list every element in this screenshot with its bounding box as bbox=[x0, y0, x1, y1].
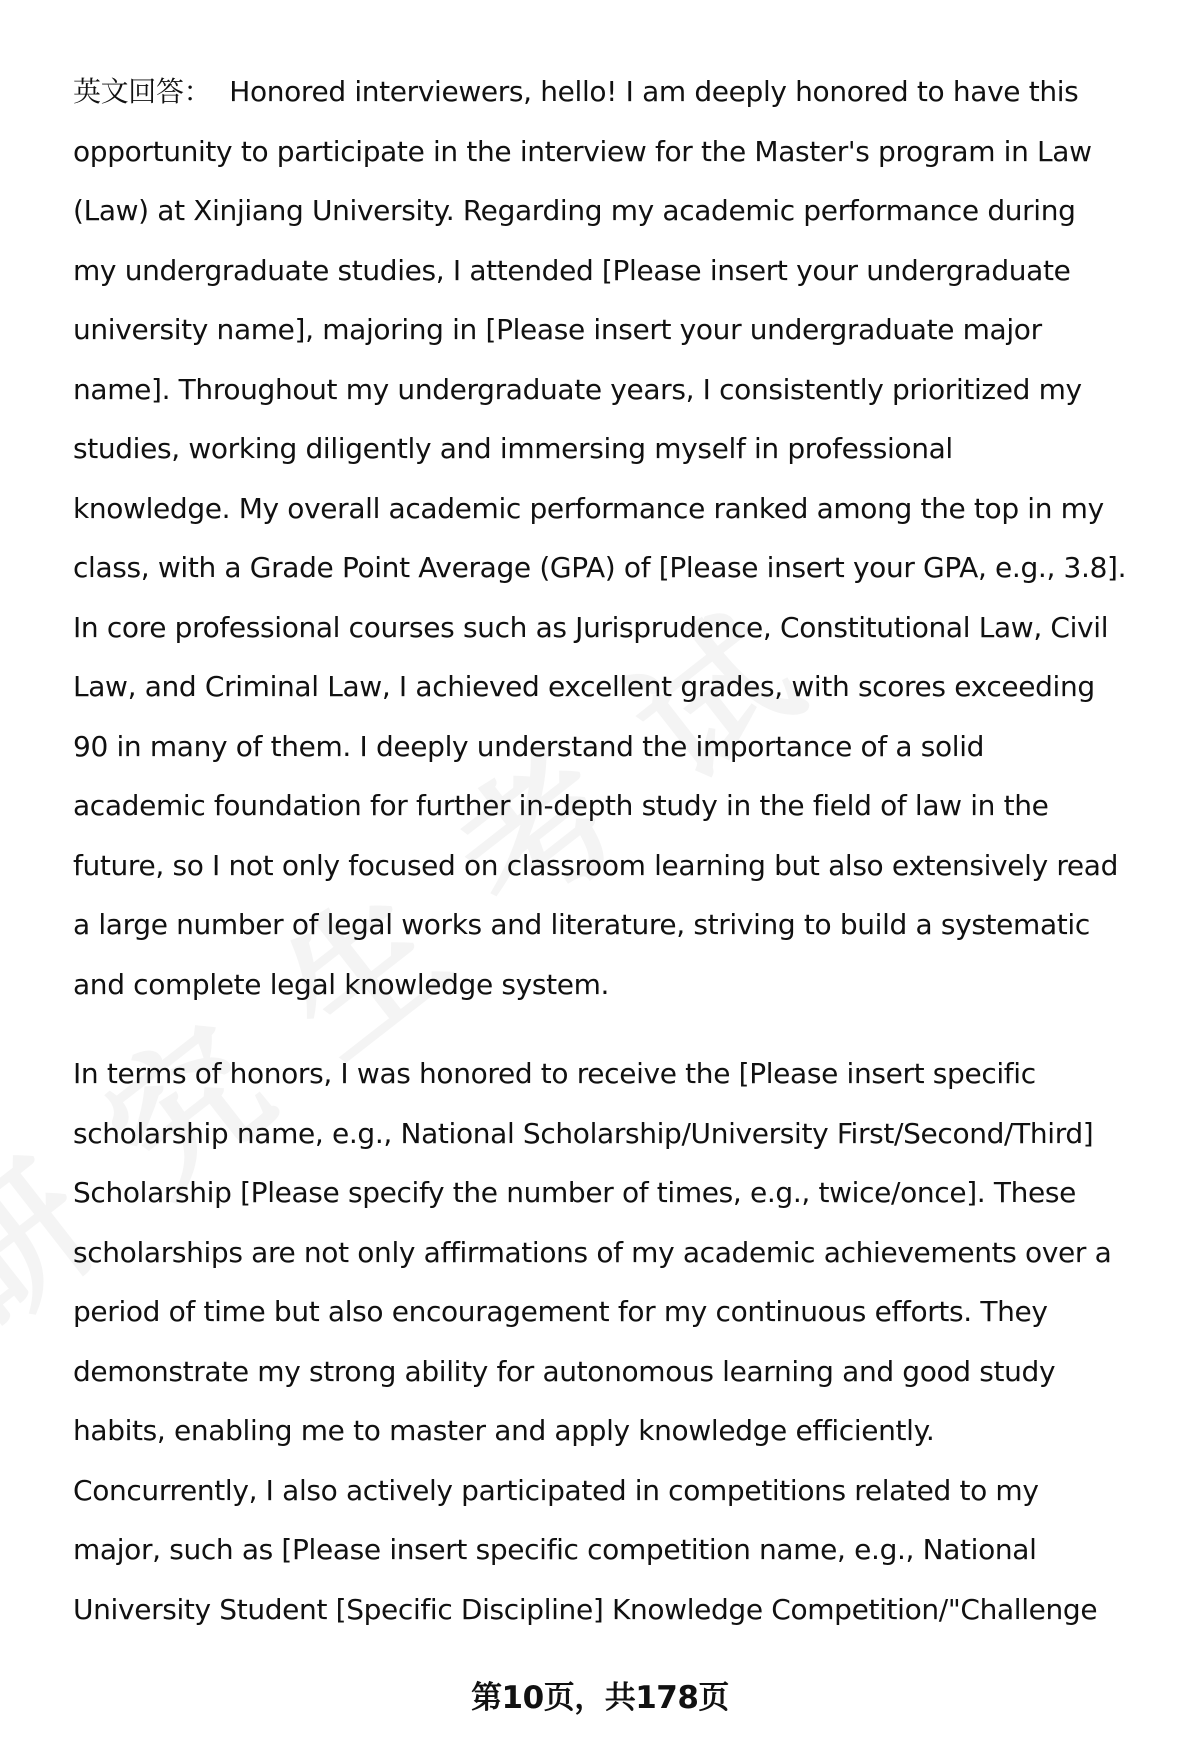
text-line: university name], majoring in [Please insert your undergraduate major bbox=[73, 313, 1042, 346]
text-line: knowledge. My overall academic performance ranked among the top in my bbox=[73, 491, 1104, 525]
text-line: habits, enabling me to master and apply knowledge efficiently. bbox=[73, 1414, 935, 1447]
text-line: and complete legal knowledge system. bbox=[73, 967, 610, 1001]
text-line: In core professional courses such as Jurisprudence, Constitutional Law, Civil bbox=[73, 610, 1109, 644]
text-line: opportunity to participate in the interview for the Master's program in Law bbox=[73, 134, 1092, 168]
text-line: major, such as [Please insert specific competition name, e.g., National bbox=[73, 1533, 1037, 1566]
text-line: academic foundation for further in-depth study in the field of law in the bbox=[73, 789, 1049, 822]
document-body bbox=[73, 62, 1158, 1639]
text-line: demonstrate my strong ability for autonomous learning and good study bbox=[73, 1354, 1056, 1388]
text-line: class, with a Grade Point Average (GPA) of [Please insert your GPA, e.g., 3.8]. bbox=[73, 551, 1127, 584]
paragraph-academic bbox=[73, 62, 1158, 1014]
answer-label: 英文回答： bbox=[73, 75, 212, 108]
text-line: In terms of honors, I was honored to receive the [Please insert specific bbox=[73, 1057, 1036, 1090]
text-line: studies, working diligently and immersing myself in professional bbox=[73, 432, 953, 465]
paragraph-spacer bbox=[73, 1014, 1158, 1044]
text-line: Concurrently, I also actively participated in competitions related to my bbox=[73, 1473, 1039, 1507]
text-line: a large number of legal works and literature, striving to build a systematic bbox=[73, 908, 1090, 941]
text-line: my undergraduate studies, I attended [Please insert your undergraduate bbox=[73, 253, 1071, 287]
text-line: Law, and Criminal Law, I achieved excellent grades, with scores exceeding bbox=[73, 670, 1095, 703]
text-line: 英文回答： Honored interviewers, hello! I am deeply honored to have this bbox=[73, 75, 1079, 108]
text-line: University Student [Specific Discipline] Knowledge Competition/"Challenge bbox=[73, 1592, 1098, 1626]
text-line: scholarships are not only affirmations of my academic achievements over a bbox=[73, 1235, 1112, 1269]
text-line: (Law) at Xinjiang University. Regarding my academic performance during bbox=[73, 194, 1076, 227]
text-line: 90 in many of them. I deeply understand the importance of a solid bbox=[73, 729, 985, 763]
text-line: scholarship name, e.g., National Scholarship/University First/Second/Third] bbox=[73, 1116, 1094, 1150]
text-line: future, so I not only focused on classroom learning but also extensively read bbox=[73, 848, 1119, 882]
paragraph-honors bbox=[73, 1044, 1158, 1639]
text-line: period of time but also encouragement for my continuous efforts. They bbox=[73, 1295, 1048, 1328]
text-line: name]. Throughout my undergraduate years, I consistently prioritized my bbox=[73, 372, 1082, 406]
text-line: Scholarship [Please specify the number of times, e.g., twice/once]. These bbox=[73, 1176, 1077, 1209]
page-number: 第10页，共178页 bbox=[471, 1680, 729, 1716]
